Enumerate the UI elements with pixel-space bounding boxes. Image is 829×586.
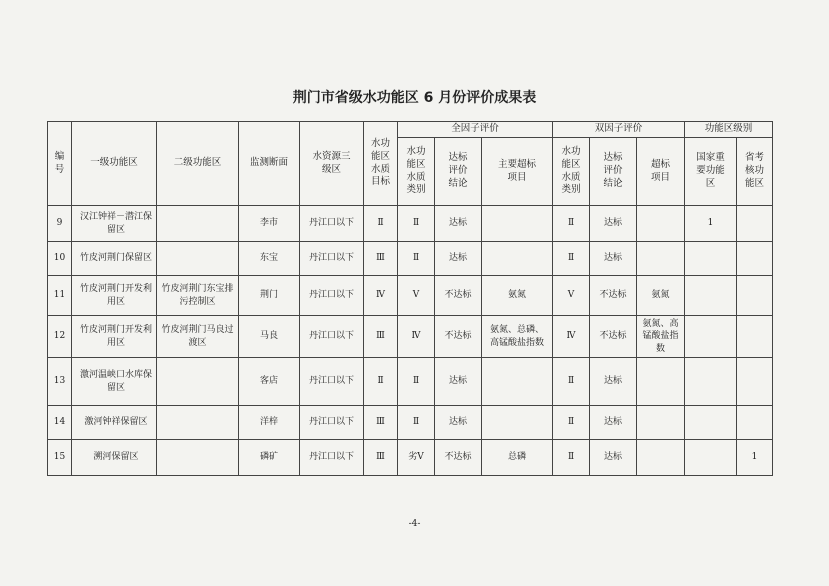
row-level1-zone: 竹皮河荆门开发利用区	[72, 276, 157, 316]
row-monitoring-section: 客店	[239, 358, 300, 406]
header-full-quality-class: 水功能区水质类别	[398, 138, 435, 206]
header-water-resource-zone: 水资源三级区	[300, 122, 364, 206]
row-dual-conclusion: 达标	[590, 440, 637, 476]
row-provincial-flag: 1	[737, 440, 773, 476]
row-level1-zone: 竹皮河荆门保留区	[72, 242, 157, 276]
row-dual-conclusion: 不达标	[590, 276, 637, 316]
table-row	[48, 316, 773, 358]
page-title: 荆门市省级水功能区 6 月份评价成果表	[292, 90, 537, 106]
page-number: -4-	[408, 519, 421, 529]
row-quality-target: Ⅲ	[364, 316, 398, 358]
header-dual-factor-group: 双因子评价	[553, 122, 685, 138]
row-dual-quality-class: Ⅴ	[553, 276, 590, 316]
row-dual-quality-class: Ⅱ	[553, 440, 590, 476]
row-monitoring-section: 李市	[239, 206, 300, 242]
row-dual-quality-class: Ⅳ	[553, 316, 590, 358]
row-number: 13	[48, 358, 72, 406]
row-quality-target: Ⅱ	[364, 206, 398, 242]
header-provincial-assessment: 省考核功能区	[737, 138, 773, 206]
row-national-flag: 1	[685, 206, 737, 242]
table-row	[48, 276, 773, 316]
row-monitoring-section: 马良	[239, 316, 300, 358]
row-dual-exceed-items	[637, 358, 685, 406]
row-provincial-flag	[737, 276, 773, 316]
table-body	[48, 206, 773, 476]
evaluation-table	[47, 121, 773, 476]
row-full-quality-class: 劣Ⅴ	[398, 440, 435, 476]
header-full-conclusion: 达标评价结论	[435, 138, 482, 206]
header-no: 编号	[48, 122, 72, 206]
row-full-quality-class: Ⅳ	[398, 316, 435, 358]
table-row	[48, 242, 773, 276]
row-provincial-flag	[737, 316, 773, 358]
row-water-resource-zone: 丹江口以下	[300, 276, 364, 316]
row-dual-quality-class: Ⅱ	[553, 406, 590, 440]
row-dual-conclusion: 达标	[590, 242, 637, 276]
row-provincial-flag	[737, 206, 773, 242]
row-water-resource-zone: 丹江口以下	[300, 242, 364, 276]
table-row	[48, 206, 773, 242]
header-full-main-exceed: 主要超标项目	[482, 138, 553, 206]
row-dual-exceed-items	[637, 242, 685, 276]
row-level2-zone	[157, 440, 239, 476]
row-dual-conclusion: 达标	[590, 206, 637, 242]
row-dual-exceed-items	[637, 206, 685, 242]
row-dual-quality-class: Ⅱ	[553, 358, 590, 406]
header-level2-zone: 二级功能区	[157, 122, 239, 206]
row-quality-target: Ⅳ	[364, 276, 398, 316]
row-quality-target: Ⅲ	[364, 440, 398, 476]
row-number: 10	[48, 242, 72, 276]
row-quality-target: Ⅲ	[364, 242, 398, 276]
row-dual-quality-class: Ⅱ	[553, 242, 590, 276]
row-level2-zone	[157, 358, 239, 406]
row-dual-conclusion: 不达标	[590, 316, 637, 358]
row-number: 15	[48, 440, 72, 476]
row-national-flag	[685, 316, 737, 358]
row-full-exceed-items	[482, 358, 553, 406]
row-dual-quality-class: Ⅱ	[553, 206, 590, 242]
row-full-quality-class: Ⅱ	[398, 406, 435, 440]
row-full-quality-class: Ⅱ	[398, 242, 435, 276]
row-number: 9	[48, 206, 72, 242]
header-national-important: 国家重要功能区	[685, 138, 737, 206]
row-dual-exceed-items	[637, 440, 685, 476]
row-full-conclusion: 达标	[435, 406, 482, 440]
header-dual-conclusion: 达标评价结论	[590, 138, 637, 206]
row-full-conclusion: 达标	[435, 206, 482, 242]
row-level2-zone: 竹皮河荆门马良过渡区	[157, 316, 239, 358]
header-level1-zone: 一级功能区	[72, 122, 157, 206]
row-full-exceed-items	[482, 242, 553, 276]
row-full-conclusion: 达标	[435, 242, 482, 276]
row-full-conclusion: 不达标	[435, 276, 482, 316]
row-level1-zone: 竹皮河荆门开发利用区	[72, 316, 157, 358]
header-full-factor-group: 全因子评价	[398, 122, 553, 138]
table-row	[48, 440, 773, 476]
header-monitoring-section: 监测断面	[239, 122, 300, 206]
row-level2-zone	[157, 242, 239, 276]
row-dual-exceed-items: 氨氮、高锰酸盐指数	[637, 316, 685, 358]
row-full-exceed-items: 总磷	[482, 440, 553, 476]
row-monitoring-section: 荆门	[239, 276, 300, 316]
row-water-resource-zone: 丹江口以下	[300, 316, 364, 358]
row-level2-zone	[157, 206, 239, 242]
row-provincial-flag	[737, 242, 773, 276]
row-water-resource-zone: 丹江口以下	[300, 358, 364, 406]
row-dual-exceed-items	[637, 406, 685, 440]
row-full-conclusion: 不达标	[435, 316, 482, 358]
row-water-resource-zone: 丹江口以下	[300, 440, 364, 476]
row-national-flag	[685, 440, 737, 476]
row-level2-zone	[157, 406, 239, 440]
row-full-exceed-items: 氨氮	[482, 276, 553, 316]
row-full-exceed-items	[482, 206, 553, 242]
row-water-resource-zone: 丹江口以下	[300, 206, 364, 242]
row-monitoring-section: 磷矿	[239, 440, 300, 476]
row-national-flag	[685, 406, 737, 440]
row-water-resource-zone: 丹江口以下	[300, 406, 364, 440]
row-quality-target: Ⅱ	[364, 358, 398, 406]
row-full-exceed-items: 氨氮、总磷、高锰酸盐指数	[482, 316, 553, 358]
row-full-quality-class: Ⅱ	[398, 206, 435, 242]
row-full-exceed-items	[482, 406, 553, 440]
row-national-flag	[685, 276, 737, 316]
row-monitoring-section: 东宝	[239, 242, 300, 276]
header-dual-exceed: 超标项目	[637, 138, 685, 206]
row-dual-conclusion: 达标	[590, 358, 637, 406]
row-provincial-flag	[737, 406, 773, 440]
row-number: 12	[48, 316, 72, 358]
table-row	[48, 406, 773, 440]
header-quality-target: 水功能区水质目标	[364, 122, 398, 206]
row-level2-zone: 竹皮河荆门东宝排污控制区	[157, 276, 239, 316]
header-dual-quality-class: 水功能区水质类别	[553, 138, 590, 206]
row-dual-exceed-items: 氨氮	[637, 276, 685, 316]
header-zone-level-group: 功能区级别	[685, 122, 773, 138]
row-dual-conclusion: 达标	[590, 406, 637, 440]
row-full-conclusion: 不达标	[435, 440, 482, 476]
row-level1-zone: 激河温峡口水库保留区	[72, 358, 157, 406]
row-monitoring-section: 洋梓	[239, 406, 300, 440]
row-level1-zone: 溯河保留区	[72, 440, 157, 476]
row-number: 11	[48, 276, 72, 316]
row-full-quality-class: Ⅱ	[398, 358, 435, 406]
row-provincial-flag	[737, 358, 773, 406]
row-national-flag	[685, 242, 737, 276]
row-level1-zone: 汉江钟祥－潜江保留区	[72, 206, 157, 242]
row-full-conclusion: 达标	[435, 358, 482, 406]
row-national-flag	[685, 358, 737, 406]
table-row	[48, 358, 773, 406]
row-quality-target: Ⅲ	[364, 406, 398, 440]
row-level1-zone: 激河钟祥保留区	[72, 406, 157, 440]
row-number: 14	[48, 406, 72, 440]
row-full-quality-class: Ⅴ	[398, 276, 435, 316]
